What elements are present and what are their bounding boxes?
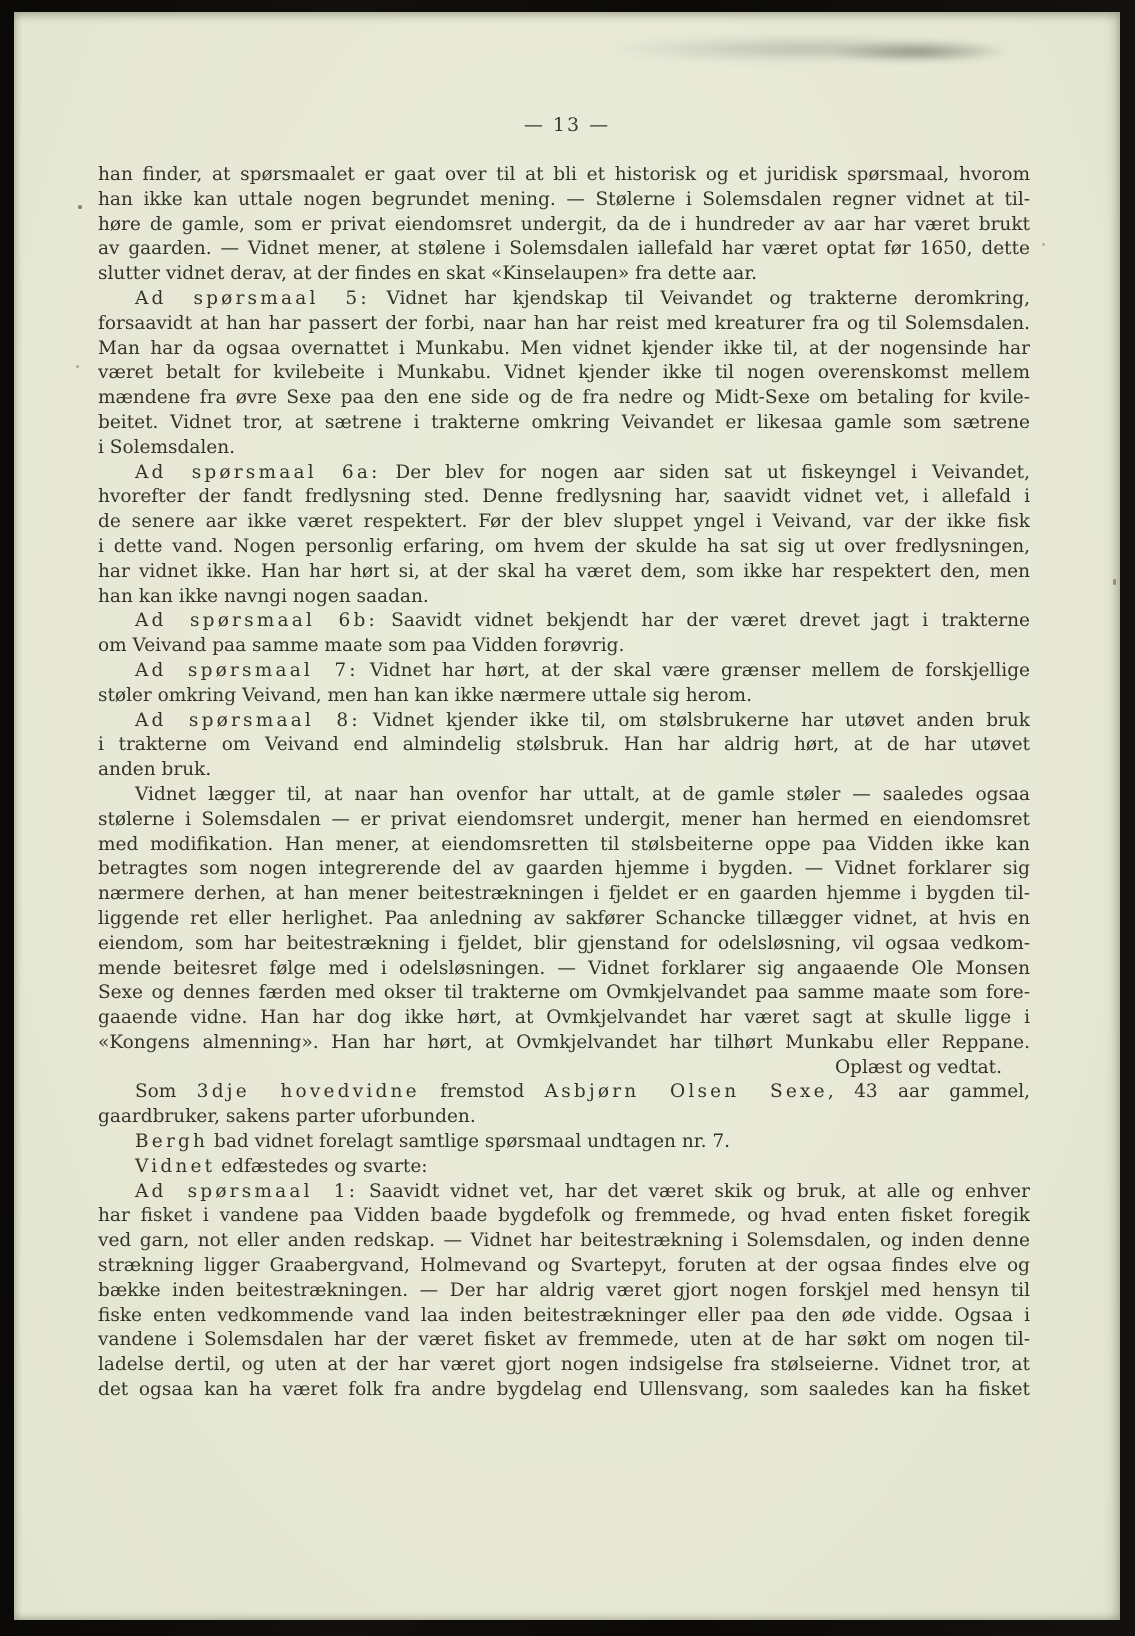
paragraph [98,1080,1030,1130]
text-line [98,609,1030,634]
text-line: eiendom, som har beitestrækning i fjeldet, blir gjenstand for odelsløsning, vil ogsaa vedkom- [98,932,1030,954]
text-line: fiske enten vedkommende vand laa inden beitestrækninger eller paa den øde vidde. Ogsaa i [98,1304,1030,1326]
text-line [98,1180,1030,1205]
scan-speck [1042,243,1045,246]
paragraph [98,1180,1030,1403]
text-line: været betalt for kvilebeite i Munkabu. Vidnet kjender ikke til nogen overenskomst mellem [98,362,1030,384]
emphasized-text: Ad spørsmaal 5: [135,287,370,309]
text-line: vandene i Solemsdalen har der været fisket av fremmede, uten at de har søkt om nogen til- [98,1329,1030,1351]
text-line: Sexe og dennes færden med okser til trakterne om Ovmkjelvandet paa samme maate som fore- [98,982,1030,1004]
text-line: med modifikation. Han mener, at eiendomsretten til stølsbeiterne oppe paa Vidden ikke kan [98,833,1030,855]
text-line: bække inden beitestrækningen. — Der har aldrig været gjort nogen forskjel med hensyn til [98,1279,1030,1301]
text-line: høre de gamle, som er privat eiendomsret undergit, da de i hundreder av aar har været brukt [98,213,1030,235]
text-line: anden bruk. [98,759,212,781]
text-line: ved garn, not eller anden redskap. — Vidnet har beitestrækning i Solemsdalen, og inden denne [98,1230,1030,1252]
plain-text: Vidnet har hørt, at der skal være grænser mellem de forskjellige [358,659,1030,681]
document-page [14,12,1120,1620]
scan-speck [76,365,79,368]
text-line: har fisket i vandene paa Vidden baade bygdefolk og fremmede, og hvad enten fisket foregik [98,1205,1030,1227]
page-number: — 13 — [523,114,611,136]
paragraph [98,1056,1030,1081]
text-line: av gaarden. — Vidnet mener, at stølene i Solemsdalen iallefald har været optat før 1650, dette [98,238,1030,260]
text-line: i Solemsdalen. [98,436,236,458]
text-line: det ogsaa kan ha været folk fra andre bygdelag end Ullensvang, som saaledes kan ha fisket [98,1379,1030,1401]
text-line: Oplæst og vedtat. [834,1056,1002,1078]
emphasized-text: Ad spørsmaal 7: [135,659,359,681]
paragraph [98,163,1030,287]
emphasized-text: Ad spørsmaal 6b: [135,610,378,632]
text-line: har vidnet ikke. Han har hørt si, at der skal ha været dem, som ikke har respektert den, men [98,560,1030,582]
scan-speck [1113,579,1116,585]
plain-text: Der blev for nogen aar siden sat ut fiskeyngel i Veivandet, [380,461,1030,483]
text-line [98,1155,1030,1180]
paragraph [98,461,1030,610]
emphasized-text: Ad spørsmaal 1: [135,1180,359,1202]
text-line: mændene fra øvre Sexe paa den ene side og de fra nedre og Midt-Sexe om betaling for kvile- [98,387,1030,409]
plain-text: Saavidt vidnet vet, har det været skik og bruk, at alle og enhver [358,1180,1030,1202]
text-line: om Veivand paa samme maate som paa Vidden forøvrig. [98,635,625,657]
text-line: gaardbruker, sakens parter uforbunden. [98,1106,476,1128]
emphasized-text: Bergh [135,1131,209,1153]
text-line: Man har da ogsaa overnattet i Munkabu. Men vidnet kjender ikke til, at der nogensinde har [98,337,1030,359]
text-line [98,287,1030,312]
paragraph [98,1130,1030,1155]
text-line: de senere aar ikke været respektert. Før der blev sluppet yngel i Veivand, var der ikke fisk [98,511,1030,533]
text-line: strækning ligger Graabergvand, Holmevand og Svartepyt, foruten at der ogsaa findes elve og [98,1255,1030,1277]
emphasized-text: Ad spørsmaal 6a: [135,461,381,483]
paragraph [98,287,1030,461]
plain-text: Som [135,1081,197,1103]
text-line: han finder, at spørsmaalet er gaat over til at bli et historisk og et juridisk spørsmaal, hvorom [98,164,1030,185]
text-line: «Kongens almenning». Han har hørt, at Ovmkjelvandet har tilhørt Munkabu eller Reppane. [98,1031,1030,1053]
text-line: betragtes som nogen integrerende del av gaarden hjemme i bygden. — Vidnet forklarer sig [98,858,1030,880]
text-line: liggende ret eller herlighet. Paa anledning av sakfører Schancke tillægger vidnet, at hvis en [98,907,1030,929]
emphasized-text: 3dje hovedvidne [196,1081,420,1103]
paragraph [98,659,1030,709]
plain-text: edfæstedes og svarte: [215,1155,428,1177]
plain-text: Vidnet kjender ikke til, om stølsbrukerne har utøvet anden bruk [360,709,1030,731]
text-line: Vidnet lægger til, at naar han ovenfor har uttalt, at de gamle støler — saaledes ogsaa [135,783,1030,805]
paragraph [98,1155,1030,1180]
text-line: mende beitesret følge med i odelsløsningen. — Vidnet forklarer sig angaaende Ole Monsen [98,957,1030,979]
text-line: i trakterne om Veivand end almindelig stølsbruk. Han har aldrig hørt, at de har utøvet [98,734,1030,756]
text-line: nærmere derhen, at han mener beitestrækningen i fjeldet er en gaarden hjemme i bygden til- [98,883,1030,905]
text-line [98,461,1030,486]
text-line: hvorefter der fandt fredlysning sted. Denne fredlysning har, saavidt vidnet vet, i allefald i [98,486,1030,508]
scan-smudge [834,42,1004,62]
text-line: beitet. Vidnet tror, at sætrene i trakterne omkring Veivandet er likesaa gamle som sætrene [98,411,1030,433]
emphasized-text: Asbjørn Olsen Sexe [544,1081,828,1103]
emphasized-text: Ad spørsmaal 8: [135,709,361,731]
plain-text: fremstod [419,1081,545,1103]
text-line: gaaende vidne. Han har dog ikke hørt, at Ovmkjelvandet har været sagt at skulle ligge i [98,1007,1030,1029]
scan-speck [78,205,82,209]
text-line: han ikke kan uttale nogen begrundet mening. — Stølerne i Solemsdalen regner vidnet at til- [98,188,1030,210]
text-line: støler omkring Veivand, men han kan ikke nærmere uttale sig herom. [98,684,752,706]
text-block [98,163,1030,1403]
paragraph [98,709,1030,783]
text-line: ladelse dertil, og uten at der har været gjort nogen indsigelse fra stølseierne. Vidnet tror, at [98,1354,1030,1376]
text-line: han kan ikke navngi nogen saadan. [98,585,429,607]
text-line [98,1130,1030,1155]
plain-text: Saavidt vidnet bekjendt har der været drevet jagt i trakterne [377,610,1030,632]
text-line: i dette vand. Nogen personlig erfaring, om hvem der skulde ha sat sig ut over fredlysningen, [98,535,1030,557]
text-line [98,709,1030,734]
paragraph [98,609,1030,659]
plain-text: bad vidnet forelagt samtlige spørsmaal undtagen nr. 7. [208,1131,730,1153]
plain-text: , 43 aar gammel, [827,1081,1030,1103]
plain-text: Vidnet har kjendskap til Veivandet og trakterne deromkring, [369,287,1030,309]
emphasized-text: Vidnet [135,1155,216,1177]
text-line [98,659,1030,684]
text-line: slutter vidnet derav, at der findes en skat «Kinselaupen» fra dette aar. [98,263,758,285]
text-line: forsaavidt at han har passert der forbi, naar han har reist med kreaturer fra og til Solemsdalen. [98,312,1030,334]
text-line [98,1080,1030,1105]
paragraph [98,783,1030,1056]
text-line: stølerne i Solemsdalen — er privat eiendomsret undergit, mener han hermed en eiendomsret [98,808,1030,830]
